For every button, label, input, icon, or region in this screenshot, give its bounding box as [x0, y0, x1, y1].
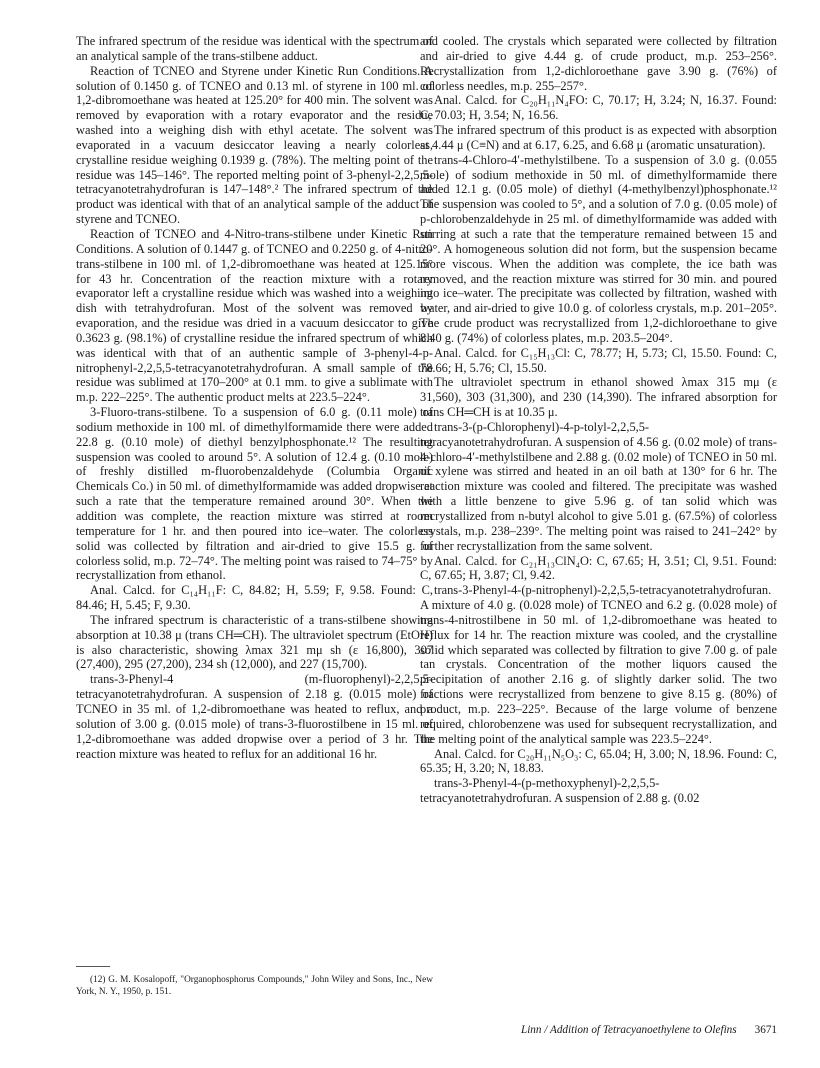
- paragraph: The ultraviolet spectrum in ethanol showed λmax 315 mμ (ε 31,560), 303 (31,300), and 230 (14,390). The infrared absorption for trans CH═CH is at 10.35 μ.: [420, 375, 777, 420]
- footnote: [76, 975, 433, 998]
- paragraph: trans-3-Phenyl-4-(p-methoxyphenyl)-2,2,5,5-tetracyanotetrahydrofuran. A suspension of 2.88 g. (0.02: [420, 776, 700, 806]
- footnote-text: (12) G. M. Kosalopoff, "Organophosphorus Compounds," John Wiley and Sons, Inc., New York, N. Y., 1950, p. 151.: [76, 975, 433, 997]
- paragraph: Anal. Calcd. for C₁₅H₁₃Cl: C, 78.77; H, 5.73; Cl, 15.50. Found: C, 78.66; H, 5.76; Cl, 15.50.: [420, 345, 777, 375]
- paragraph: Anal. Calcd. for C₁₄H₁₁F: C, 84.82; H, 5.59; F, 9.58. Found: C, 84.46; H, 5.45; F, 9.30.: [76, 583, 433, 613]
- paragraph: 3-Fluoro-trans-stilbene. To a suspension of 6.0 g. (0.11 mole) of sodium methoxide in 100 ml. of dimethylformamide there were added 22.8 g. (0.10 mole) of diethyl benzylphosphonate.¹² The resulting suspension was cooled to around 5°. A solution of 12.4 g. (0.10 mole) of freshly distilled m-fluorobenzaldehyde (Columbia Organic Chemicals Co.) in 50 ml. of dimethylformamide was added dropwise at such a rate that the temperature remained around 30°. When the addition was complete, the reaction mixture was stirred at room temperature for 1 hr. and then poured into ice–water. The colorless solid was collected by filtration and air-dried to give 15.5 g. of colorless solid, m.p. 72–74°. The melting point was raised to 74–75° by recrystallization from ethanol.: [76, 405, 433, 583]
- paragraph: The infrared spectrum is characteristic of a trans-stilbene showing absorption at 10.38 μ (trans CH═CH). The ultraviolet spectrum (EtOH) is also characteristic, showing λmax 321 mμ sh (ε 16,800), 307 (27,400), 295 (27,200), 234 sh (12,000), and 227 (15,700).: [76, 612, 433, 672]
- paragraph: trans-3-Phenyl-4 (m-fluorophenyl)-2,2,5,5-tetracyanotetrahydrofuran. A suspension of 2.18 g. (0.015 mole) of TCNEO in 35 ml. of 1,2-dibromoethane was heated to reflux, and a solution of 3.00 g. (0.015 mole) of trans-3-fluorostilbene in 15 ml. of 1,2-dibromoethane was added dropwise over a period of 3 hr. The reaction mixture was heated to reflux for an additional 16 hr.: [76, 672, 433, 761]
- paragraph: and cooled. The crystals which separated were collected by filtration and air-dried to give 4.44 g. of crude product, m.p. 253–256°. Recrystallization from 1,2-dichloroethane gave 3.90 g. (76%) of colorless needles, m.p. 255–257°.: [420, 34, 777, 93]
- right-column: [420, 34, 777, 806]
- paragraph: Anal. Calcd. for C₂₀H₁₁N₄FO: C, 70.17; H, 3.24; N, 16.37. Found: C, 70.03; H, 3.54; N, 16.56.: [420, 93, 777, 123]
- left-column: [76, 34, 433, 761]
- paragraph: Anal. Calcd. for C₂₁H₁₃ClN₄O: C, 67.65; H, 3.51; Cl, 9.51. Found: C, 67.65; H, 3.87; Cl, 9.42.: [420, 553, 777, 583]
- paragraph: The infrared spectrum of this product is as expected with absorption at 4.44 μ (C≡N) and at 6.17, 6.25, and 6.68 μ (aromatic unsaturation).: [420, 123, 777, 152]
- paragraph: Reaction of TCNEO and Styrene under Kinetic Run Conditions. A solution of 0.1450 g. of TCNEO and 0.13 ml. of styrene in 100 ml. of 1,2-dibromoethane was heated at 125.20° for 400 min. The solvent was removed by evaporation with a rotary evaporator and the residue washed into a weighing dish with ethyl acetate. The solvent was evaporated in a vacuum desiccator leaving a nearly colorless, crystalline residue weighing 0.1939 g. (78%). The melting point of the residue was 145–146°. The reported melting point of 3-phenyl-2,2,5,5-tetracyanotetrahydrofuran is 147–148°.² The infrared spectrum of the product was identical with that of an analytical sample of the adduct of styrene and TCNEO.: [76, 63, 433, 227]
- footnote-divider: [76, 966, 110, 967]
- paragraph: Anal. Calcd. for C₂₀H₁₁N₅O₃: C, 65.04; H, 3.00; N, 18.96. Found: C, 65.35; H, 3.20; N, 18.83.: [420, 746, 777, 776]
- paragraph: Reaction of TCNEO and 4-Nitro-trans-stilbene under Kinetic Run Conditions. A solution of 0.1447 g. of TCNEO and 0.2250 g. of 4-nitro-trans-stilbene in 100 ml. of 1,2-dibromoethane was heated at 125.15° for 43 hr. Concentration of the reaction mixture with a rotary evaporator left a crystalline residue which was washed into a weighing dish with tetrahydrofuran. Most of the solvent was removed by evaporation, and the residue was dried in a vacuum desiccator to give 0.3623 g. (98.1%) of crystalline residue the infrared spectrum of which was identical with that of an authentic sample of 3-phenyl-4-p-nitrophenyl-2,2,5,5-tetracyanotetrahydrofuran. A small sample of the residue was sublimed at 170–200° at 0.1 mm. to give a sublimate with m.p. 222–225°. The authentic product melts at 223.5–224°.: [76, 226, 433, 405]
- paragraph: trans-4-Chloro-4′-methylstilbene. To a suspension of 3.0 g. (0.055 mole) of sodium methoxide in 50 ml. of dimethylformamide there added 12.1 g. (0.05 mole) of diethyl (4-methylbenzyl)phosphonate.¹² The suspension was cooled to 5°, and a solution of 7.0 g. (0.05 mole) of p-chlorobenzaldehyde in 25 ml. of dimethylformamide was added with stirring at such a rate that the temperature remained between 15 and 20°. A homogeneous solution did not form, but the suspension became more viscous. When the addition was complete, the ice bath was removed, and the reaction mixture was stirred for 30 min. and poured into ice–water. The precipitate was collected by filtration, washed with water, and air-dried to give 10.0 g. of colorless crystals, m.p. 201–205°. The crude product was recrystallized from 1,2-dichloroethane to give 8.40 g. (74%) of colorless plates, m.p. 203.5–204°.: [420, 152, 777, 345]
- paragraph: trans-3-Phenyl-4-(p-nitrophenyl)-2,2,5,5-tetracyanotetrahydrofuran. A mixture of 4.0 g. (0.028 mole) of TCNEO and 6.2 g. (0.028 mole) of trans-4-nitrostilbene in 50 ml. of 1,2-dibromoethane was heated to reflux for 14 hr. The reaction mixture was cooled, and the crystalline solid which separated was collected by filtration to give 7.00 g. of pale tan crystals. Concentration of the mother liquors caused the precipitation of another 2.16 g. of slightly darker solid. The two fractions were recrystallized from benzene to give 8.15 g. (80%) of product, m.p. 223–225°. Because of the large volume of benzene required, chlorobenzene was used for subsequent recrystallization, and the melting point of the analytical sample was 223.5–224°.: [420, 583, 777, 746]
- page-number: 3671: [754, 1024, 777, 1036]
- paragraph: trans-3-(p-Chlorophenyl)-4-p-tolyl-2,2,5,5-tetracyanotetrahydrofuran. A suspension of 4.56 g. (0.02 mole) of trans-4-chloro-4′-methylstilbene and 2.88 g. (0.02 mole) of TCNEO in 50 ml. of xylene was stirred and heated in an oil bath at 130° for 6 hr. The reaction mixture was cooled and filtered. The precipitate was washed with a little benzene to give 5.96 g. of tan solid which was recrystallized from n-butyl alcohol to give 5.01 g. (67.5%) of colorless crystals, m.p. 238–239°. The melting point was raised to 241–242° by further recrystallization from the same solvent.: [420, 419, 777, 553]
- paragraph: The infrared spectrum of the residue was identical with the spectrum of an analytical sample of the trans-stilbene adduct.: [76, 34, 433, 63]
- running-footer: [420, 1024, 777, 1036]
- running-footer-title: Linn / Addition of Tetracyanoethylene to Olefins: [520, 1024, 737, 1036]
